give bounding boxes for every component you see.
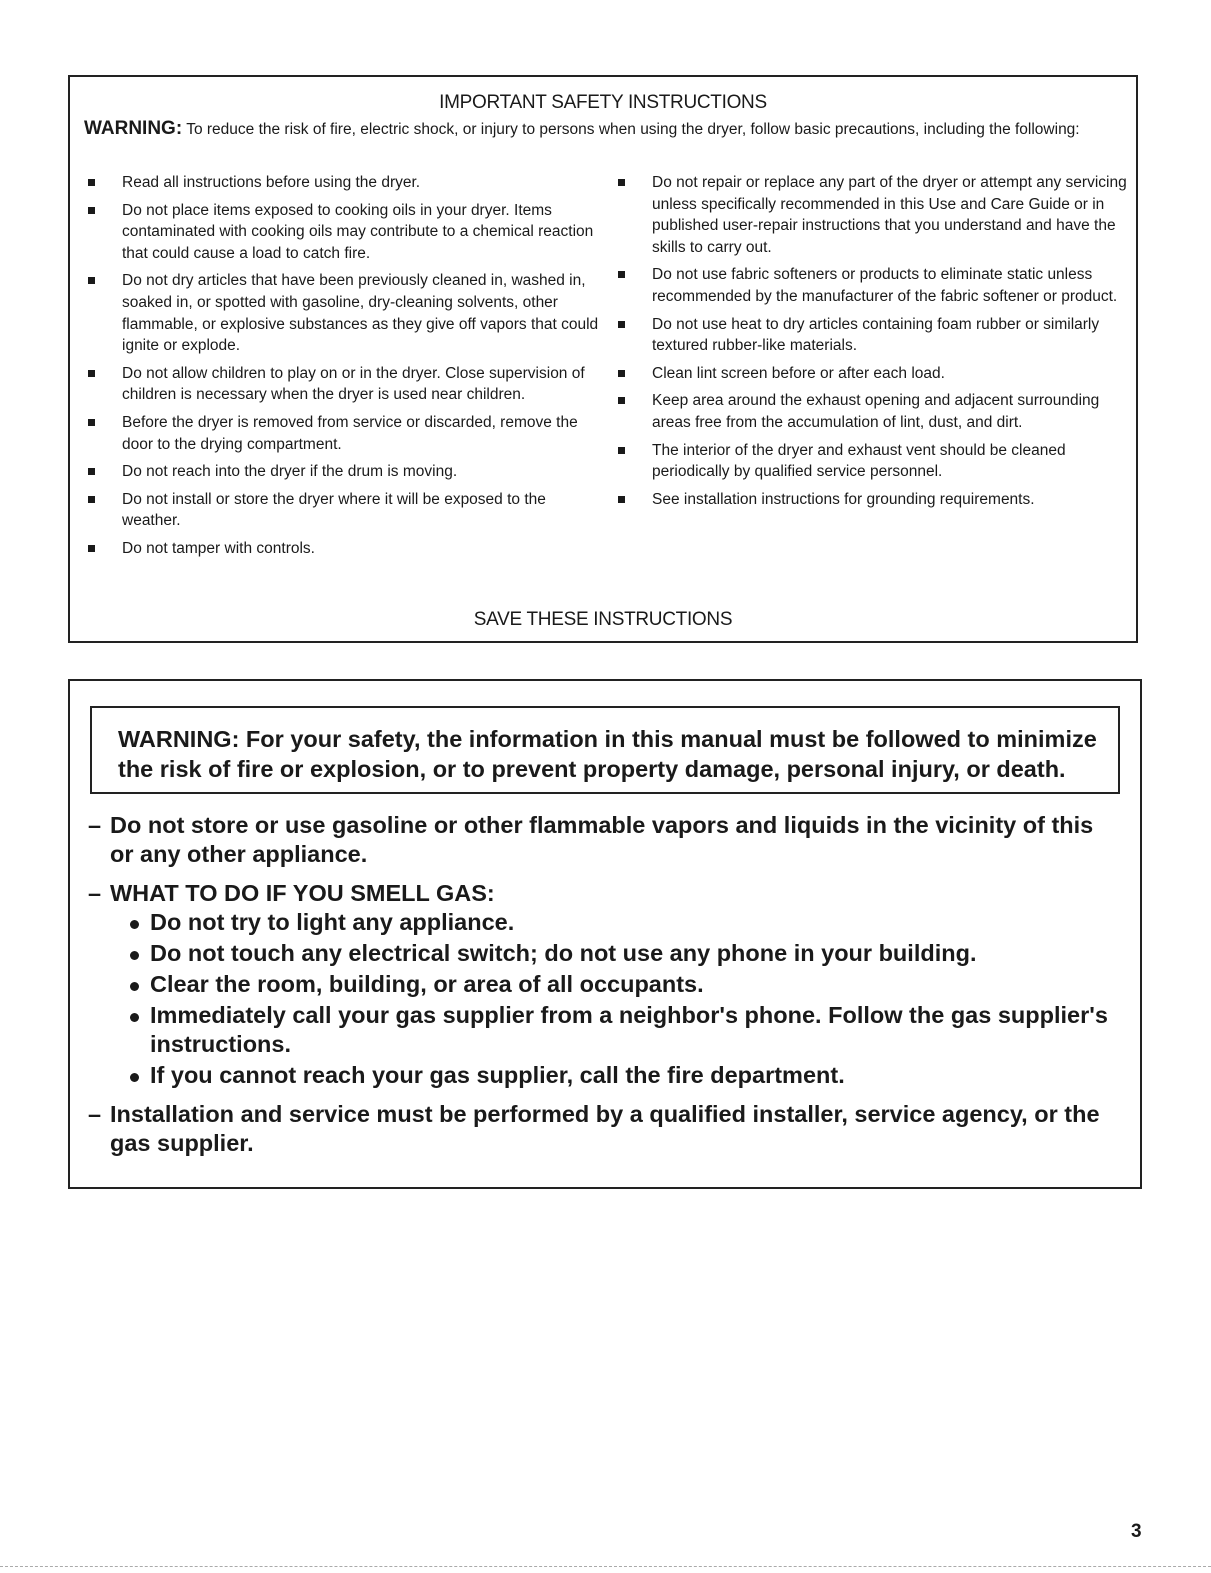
list-item: Clean lint screen before or after each load. bbox=[618, 363, 1128, 385]
square-bullet-icon bbox=[618, 321, 625, 328]
square-bullet-icon bbox=[618, 397, 625, 404]
square-bullet-icon bbox=[88, 496, 95, 503]
smell-gas-heading: WHAT TO DO IF YOU SMELL GAS: bbox=[110, 880, 495, 906]
square-bullet-icon bbox=[618, 179, 625, 186]
dash-icon: – bbox=[88, 812, 102, 838]
square-bullet-icon bbox=[88, 468, 95, 475]
list-item: Do not tamper with controls. bbox=[88, 538, 608, 560]
list-item: – Do not store or use gasoline or other flammable vapors and liquids in the vicinity of this or any other appliance. bbox=[88, 812, 1094, 867]
square-bullet-icon bbox=[88, 277, 95, 284]
round-bullet-icon bbox=[130, 1073, 139, 1082]
square-bullet-icon bbox=[618, 370, 625, 377]
list-item: Do not use fabric softeners or products to eliminate static unless recommended by the manufacturer of the fabric softener or product. bbox=[618, 264, 1128, 307]
round-bullet-icon bbox=[130, 920, 139, 929]
list-item: Read all instructions before using the dryer. bbox=[88, 172, 608, 194]
smell-gas-steps bbox=[110, 908, 1120, 1090]
bottom-divider bbox=[0, 1566, 1211, 1567]
safety-intro bbox=[84, 118, 1116, 140]
gas-warning-box bbox=[68, 679, 1142, 1189]
round-bullet-icon bbox=[130, 951, 139, 960]
square-bullet-icon bbox=[88, 370, 95, 377]
square-bullet-icon bbox=[618, 447, 625, 454]
list-item: Do not repair or replace any part of the dryer or attempt any servicing unless specifically recommended in this Use and Care Guide or in published user-repair instructions that you understand and have the skills to carry out. bbox=[618, 172, 1128, 258]
list-item: Do not place items exposed to cooking oils in your dryer. Items contaminated with cooking oils may contribute to a chemical reaction that could cause a load to catch fire. bbox=[88, 200, 608, 265]
square-bullet-icon bbox=[618, 496, 625, 503]
list-item: The interior of the dryer and exhaust vent should be cleaned periodically by qualified service personnel. bbox=[618, 440, 1128, 483]
list-item: Do not dry articles that have been previously cleaned in, washed in, soaked in, or spotted with gasoline, dry-cleaning solvents, other flammable, or explosive substances as they give off vapors that could ignite or explode. bbox=[88, 270, 608, 356]
right-column bbox=[618, 172, 1128, 516]
list-item: Do not allow children to play on or in the dryer. Close supervision of children is necessary when the dryer is used near children. bbox=[88, 363, 608, 406]
list-item: Do not install or store the dryer where it will be exposed to the weather. bbox=[88, 489, 608, 532]
square-bullet-icon bbox=[88, 419, 95, 426]
list-item: See installation instructions for grounding requirements. bbox=[618, 489, 1128, 511]
gas-warning-list bbox=[88, 811, 1120, 1168]
list-item: – Installation and service must be performed by a qualified installer, service agency, or the gas supplier. bbox=[88, 1101, 1100, 1156]
left-column bbox=[88, 172, 608, 566]
list-item bbox=[88, 879, 1120, 1090]
list-item: Before the dryer is removed from service or discarded, remove the door to the drying compartment. bbox=[88, 412, 608, 455]
list-item: Do not try to light any appliance. bbox=[130, 908, 1120, 937]
dash-icon: – bbox=[88, 1101, 102, 1127]
list-item: Immediately call your gas supplier from a neighbor's phone. Follow the gas supplier's instructions. bbox=[130, 1001, 1120, 1059]
dash-icon: – bbox=[88, 880, 102, 906]
list-item: Keep area around the exhaust opening and adjacent surrounding areas free from the accumulation of lint, dust, and dirt. bbox=[618, 390, 1128, 433]
square-bullet-icon bbox=[88, 207, 95, 214]
warning-text: To reduce the risk of fire, electric shock, or injury to persons when using the dryer, follow basic precautions, including the following: bbox=[186, 121, 1080, 138]
square-bullet-icon bbox=[88, 179, 95, 186]
list-item: If you cannot reach your gas supplier, call the fire department. bbox=[130, 1061, 1120, 1090]
gas-warning-headline: WARNING: For your safety, the information in this manual must be followed to minimize the risk of fire or explosion, or to prevent property damage, personal injury, or death. bbox=[90, 706, 1120, 794]
round-bullet-icon bbox=[130, 1013, 139, 1022]
list-item: Do not touch any electrical switch; do not use any phone in your building. bbox=[130, 939, 1120, 968]
safety-title: IMPORTANT SAFETY INSTRUCTIONS bbox=[439, 92, 767, 113]
page-number: 3 bbox=[1131, 1521, 1142, 1542]
list-item: Clear the room, building, or area of all occupants. bbox=[130, 970, 1120, 999]
safety-instructions-box bbox=[68, 75, 1138, 643]
warning-label: WARNING: bbox=[84, 118, 183, 139]
round-bullet-icon bbox=[130, 982, 139, 991]
square-bullet-icon bbox=[88, 545, 95, 552]
list-item: Do not reach into the dryer if the drum is moving. bbox=[88, 461, 608, 483]
list-item: Do not use heat to dry articles containing foam rubber or similarly textured rubber-like materials. bbox=[618, 314, 1128, 357]
square-bullet-icon bbox=[618, 271, 625, 278]
save-instructions-label: SAVE THESE INSTRUCTIONS bbox=[473, 609, 733, 630]
